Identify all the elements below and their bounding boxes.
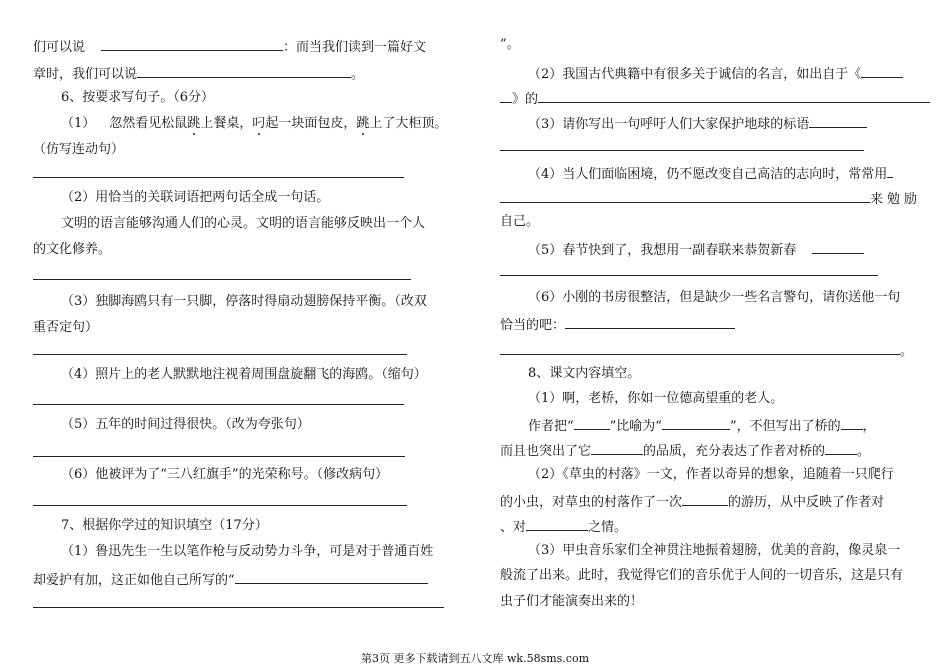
question-6-2-text: 的文化修养。 [33,242,112,257]
question-8-1: （1）啊，老桥，你如一位德高望重的老人。 [528,391,784,406]
page-footer: 第3页 更多下载请到五八文库 wk.58sms.com [361,652,589,665]
question-8-3-end: 虫子们才能演奏出来的！ [500,594,644,609]
answer-blank[interactable] [861,63,903,78]
answer-blank[interactable] [538,88,930,103]
answer-blank[interactable] [591,440,643,455]
question-8-2-cont: 的小虫，对草虫的村落作了一次 的游历，从中反映了作者对 [500,491,884,512]
question-8-3: （3）甲虫音乐家们全神贯注地振着翅膀，优美的音韵，像灵泉一 [528,543,901,558]
answer-line[interactable] [33,505,407,506]
question-7-6-cont: 恰当的吧： [500,314,735,335]
answer-blank[interactable] [101,36,283,51]
question-7-2-cont: 》的 [500,88,930,109]
question-7-4-end: 自己。 [500,214,540,229]
answer-line[interactable] [500,150,864,151]
question-8-title: 8、课文内容填空。 [528,366,641,381]
answer-line[interactable] [33,607,444,608]
text-line: ”。 [500,37,520,52]
answer-blank[interactable] [682,491,728,506]
answer-blank[interactable] [500,340,900,355]
question-6-2: （2）用恰当的关联词语把两句话全成一句话。 [61,190,330,205]
question-7-4-cont: 来勉励 [500,188,921,209]
question-8-2-end: 、对 之情。 [500,516,627,537]
question-7-title: 7、根据你学过的知识填空（17分） [61,518,268,533]
answer-line[interactable] [500,275,878,276]
text-line: 章时，我们可以说 。 [33,63,364,84]
question-8-1-b: 而且也突出了它 的品质，充分表达了作者对桥的 。 [500,440,870,461]
question-6-3-note: 重否定句） [33,320,99,335]
question-8-1-a: 作者把“ ”比喻为“ ”，不但写出了桥的 ， [528,415,876,436]
answer-blank[interactable] [841,415,863,430]
answer-line[interactable] [33,279,411,280]
question-7-4: （4）当人们面临困境，仍不愿改变自己高洁的志向时，常常用 [528,163,893,184]
question-6-title: 6、按要求写句子。（6分） [61,90,215,105]
answer-line[interactable] [33,177,404,178]
answer-line[interactable] [33,354,407,355]
question-6-3: （3）独脚海鸥只有一只脚，停落时得扇动翅膀保持平衡。（改双 [61,294,427,309]
answer-blank[interactable] [809,113,867,128]
text-line: 们可以说 ：而当我们读到一篇好文 [33,36,426,57]
question-8-2: （2）《草虫的村落》一文，作者以奇异的想象，追随着一只爬行 [528,467,894,482]
answer-line[interactable] [33,404,404,405]
question-7-2: （2）我国古代典籍中有很多关于诚信的名言，如出自于《 [528,63,903,84]
answer-blank[interactable] [500,88,512,103]
question-7-6-line: 。 [500,340,913,361]
question-6-5: （5）五年的时间过得很快。（改为夸张句） [61,417,310,432]
question-7-5: （5）春节快到了，我想用一副春联来恭贺新春 [528,239,864,260]
answer-blank[interactable] [574,415,610,430]
question-6-1: （1） 忽然看见松鼠跳上餐桌，叼起一块面包皮，跳上了大柜顶。 [61,116,448,131]
answer-line[interactable] [33,456,405,457]
question-7-6: （6）小刚的书房很整洁，但是缺少一些名言警句，请你送他一句 [528,290,901,305]
question-6-6: （6）他被评为了“三八红旗手”的光荣称号。（修改病句） [61,467,389,482]
question-6-1-note: （仿写连动句） [33,142,125,157]
answer-blank[interactable] [812,239,864,254]
question-7-1-cont: 却爱护有加，这正如他自己所写的“ [33,569,428,590]
answer-blank[interactable] [137,63,351,78]
question-6-4: （4）照片上的老人默默地注视着周围盘旋翻飞的海鸥。（缩句） [61,367,427,382]
answer-blank[interactable] [662,415,730,430]
answer-blank[interactable] [500,188,870,203]
answer-blank[interactable] [565,314,735,329]
answer-blank[interactable] [235,569,428,584]
answer-blank[interactable] [526,516,588,531]
question-8-3-cont: 般流了出来。此时，我觉得它们的音乐优于人间的一切音乐，这是只有 [500,568,904,583]
answer-blank[interactable] [887,163,893,178]
answer-blank[interactable] [825,440,857,455]
question-6-2-text: 文明的语言能够沟通人们的心灵。文明的语言能够反映出一个人 [61,216,426,231]
question-7-1: （1）鲁迅先生一生以笔作枪与反动势力斗争，可是对于普通百姓 [61,544,434,559]
question-7-3: （3）请你写出一句呼吁人们大家保护地球的标语 [528,113,867,134]
